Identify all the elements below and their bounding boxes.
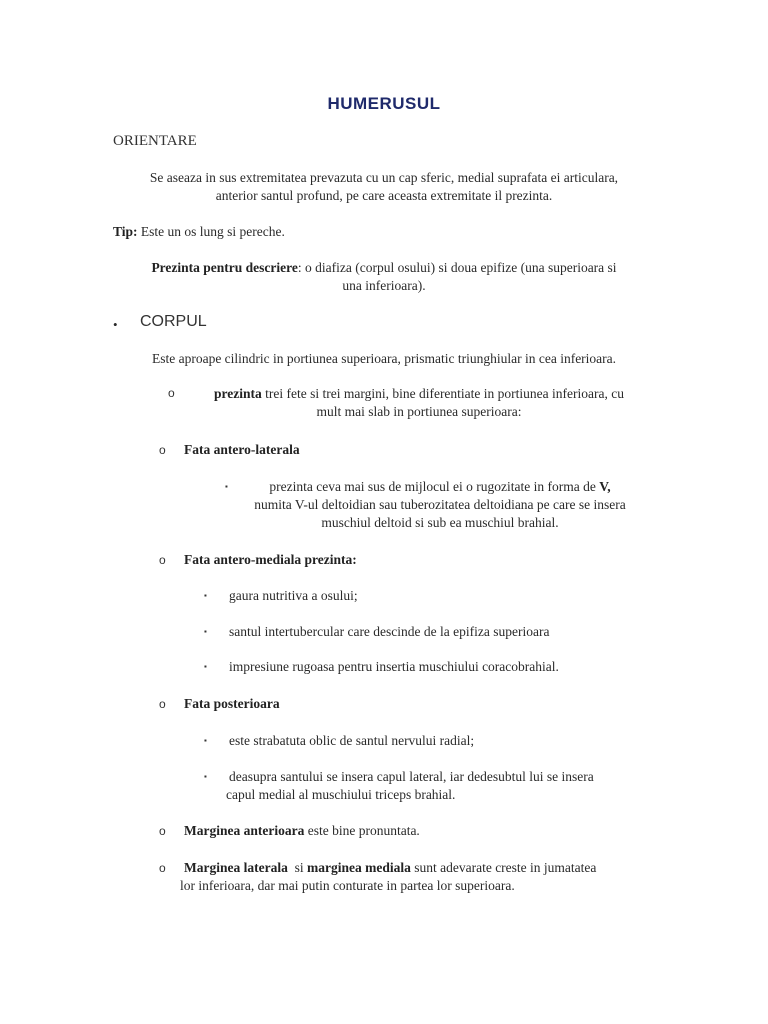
sub-item-marker: ▪ [225,482,228,491]
sub-item-marker: ▪ [204,662,207,671]
sub-item-marker: ▪ [204,736,207,745]
margini-text-2: lor inferioara, dar mai putin conturate in partea lor superioara. [180,878,515,893]
item-marker-o: o [159,824,166,838]
item-marker-o: o [159,553,166,567]
prezinta-paragraph [0,259,768,295]
tip-text: Este un os lung si pereche. [140,224,285,239]
orientare-line-2: anterior santul profund, pe care aceasta extremitate il prezinta. [215,188,553,203]
fata-posterioara-heading: Fata posterioara [184,696,280,711]
item-marker-o: o [168,386,175,400]
page-title: HUMERUSUL [327,94,441,113]
triceps-text-1: deasupra santului se insera capul lateral, iar dedesubtul lui se insera [229,769,594,784]
list-item: este strabatuta oblic de santul nervului radial; [229,733,475,748]
orientare-heading: ORIENTARE [113,133,197,149]
list-item: gaura nutritiva a osului; [229,588,358,603]
triceps-text-2: capul medial al muschiului triceps brahial. [226,787,456,802]
prezinta-text-1: : o diafiza (corpul osului) si doua epifize (una superioara si [297,260,617,275]
marginea-anterioara-text: este bine pronuntata. [304,823,420,838]
list-item: santul intertubercular care descinde de la epifiza superioara [229,624,550,639]
margini-text-1: sunt adevarate creste in jumatatea [410,860,597,875]
orientare-paragraph [0,169,768,205]
marginea-anterioara [184,822,420,840]
deltoid-text-2: numita V-ul deltoidian sau tuberozitatea deltoidiana pe care se insera [254,497,626,512]
corpul-heading: CORPUL [140,313,207,330]
margini-lat-med-line-1 [184,859,596,877]
deltoid-text-1: prezinta ceva mai sus de mijlocul ei o rugozitate in forma de [269,479,600,494]
sub-item-marker: ▪ [204,627,207,636]
orientare-line-1: Se aseaza in sus extremitatea prevazuta cu un cap sferic, medial suprafata ei articulara, [149,170,619,185]
item-marker-o: o [159,697,166,711]
tip-paragraph [113,223,285,241]
corpul-intro: Este aproape cilindric in portiunea superioara, prismatic triunghiular in cea inferioara. [151,351,617,366]
prezinta-item-text-1: trei fete si trei margini, bine diferentiate in portiunea inferioara, cu [261,386,624,401]
fata-antero-mediala-heading: Fata antero-mediala prezinta: [184,552,357,567]
sub-item-marker: ▪ [204,772,207,781]
prezinta-label: Prezinta pentru descriere [151,260,298,275]
marginea-anterioara-bold: Marginea anterioara [184,823,305,838]
prezinta-item [186,385,652,421]
corpul-bullet: • [113,317,118,332]
item-marker-o: o [159,443,166,457]
tip-label: Tip: [113,224,138,239]
marginea-laterala-bold: Marginea laterala [184,860,288,875]
deltoid-v: V, [599,479,611,494]
prezinta-item-bold: prezinta [214,386,262,401]
deltoid-text-3: muschiul deltoid si sub ea muschiul brahial. [321,515,559,530]
prezinta-text-2: una inferioara). [342,278,426,293]
margini-mid: si [287,860,307,875]
list-item: impresiune rugoasa pentru insertia muschiului coracobrahial. [229,659,559,674]
marginea-mediala-bold: marginea mediala [306,860,411,875]
fata-antero-laterala-text [224,478,656,532]
prezinta-item-text-2: mult mai slab in portiunea superioara: [316,404,522,419]
item-marker-o: o [159,861,166,875]
sub-item-marker: ▪ [204,591,207,600]
fata-antero-laterala-heading: Fata antero-laterala [184,442,300,457]
